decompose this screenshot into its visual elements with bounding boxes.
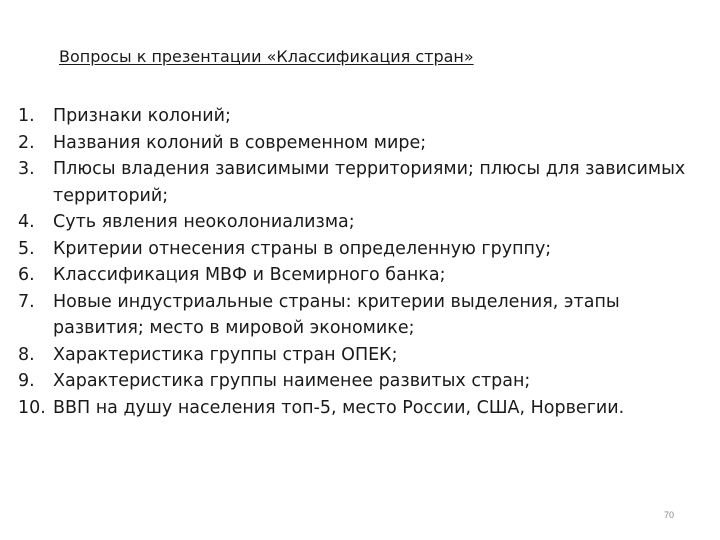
question-number: 6. <box>18 265 35 285</box>
question-text: Критерии отнесения страны в определенную группу; <box>53 238 552 259</box>
question-text: ВВП на душу населения топ-5, место России, США, Норвегии. <box>53 397 625 418</box>
question-number: 9. <box>18 371 35 391</box>
question-number: 7. <box>18 291 35 312</box>
slide-title: Вопросы к презентации «Классификация стран» <box>59 47 474 66</box>
question-number: 3. <box>18 159 35 179</box>
question-text: Характеристика группы наименее развитых стран; <box>53 371 531 391</box>
question-item-7 <box>18 289 688 342</box>
question-text: Плюсы владения зависимыми территориями; плюсы для зависимых территорий; <box>53 159 686 206</box>
question-item-8 <box>18 342 688 369</box>
question-item-3 <box>18 156 688 209</box>
question-number: 4. <box>18 212 35 232</box>
question-text: Признаки колоний; <box>53 106 231 126</box>
question-number: 8. <box>18 344 35 365</box>
question-number: 5. <box>18 238 35 259</box>
question-list <box>18 103 688 421</box>
question-text: Новые индустриальные страны: критерии выделения, этапы развития; место в мировой экономике; <box>53 291 620 338</box>
page-number: 70 <box>664 510 675 520</box>
question-text: Суть явления неоколониализма; <box>53 212 355 232</box>
question-number: 10. <box>18 397 46 418</box>
question-item-6 <box>18 262 688 289</box>
question-number: 2. <box>18 132 35 153</box>
question-text: Названия колоний в современном мире; <box>53 132 427 153</box>
question-text: Характеристика группы стран ОПЕК; <box>53 344 398 365</box>
question-item-10 <box>18 395 688 422</box>
question-text: Классификация МВФ и Всемирного банка; <box>53 265 446 285</box>
question-item-1 <box>18 103 688 130</box>
question-item-5 <box>18 236 688 263</box>
question-item-4 <box>18 209 688 236</box>
question-item-9 <box>18 368 688 395</box>
question-item-2 <box>18 130 688 157</box>
question-number: 1. <box>18 106 35 126</box>
